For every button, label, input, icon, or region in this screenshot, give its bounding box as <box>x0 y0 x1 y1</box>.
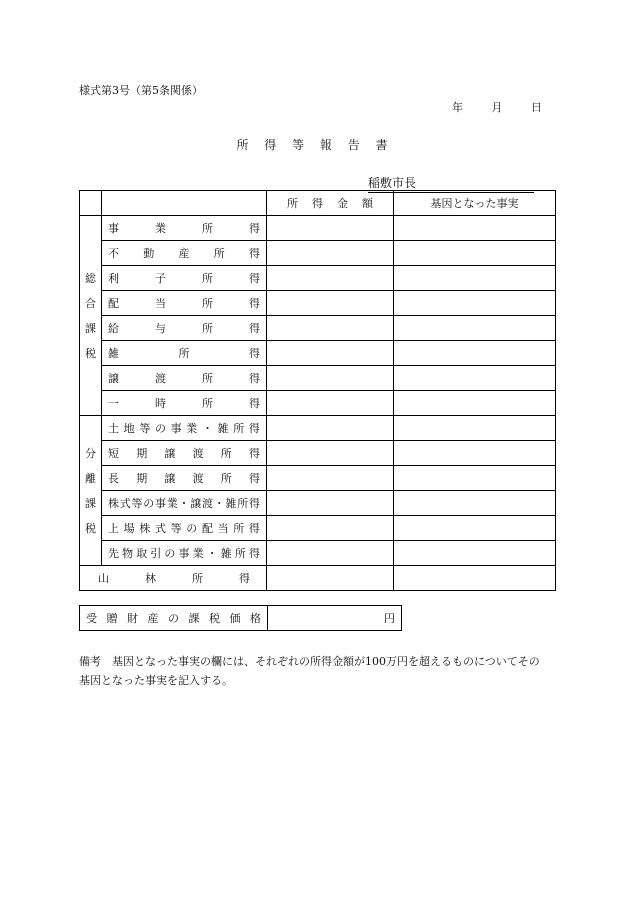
income-type-text: 一 時 所 得 <box>108 397 260 410</box>
income-type-label <box>102 416 267 441</box>
table-row <box>80 466 556 491</box>
basis-facts-field[interactable] <box>394 441 556 466</box>
income-type-text: 短 期 譲 渡 所 得 <box>108 447 260 460</box>
income-type-text: 利 子 所 得 <box>108 272 260 285</box>
month-label: 月 <box>491 101 503 114</box>
yen-unit: 円 <box>384 612 395 625</box>
table-row <box>80 391 556 416</box>
income-amount-field[interactable] <box>267 291 394 316</box>
income-type-text: 上 場 株 式 等 の 配 当 所 得 <box>108 522 260 535</box>
basis-facts-field[interactable] <box>394 541 556 566</box>
income-type-label <box>102 516 267 541</box>
income-type-label <box>102 541 267 566</box>
income-type-label <box>102 366 267 391</box>
income-type-label <box>102 291 267 316</box>
income-report-table <box>79 190 556 591</box>
corner-cell <box>80 191 102 216</box>
basis-facts-field[interactable] <box>394 316 556 341</box>
income-amount-field[interactable] <box>267 241 394 266</box>
date-line <box>452 99 542 115</box>
income-type-text: 土 地 等 の 事 業 ・ 雑 所 得 <box>108 422 260 435</box>
table-row <box>80 416 556 441</box>
income-amount-field[interactable] <box>267 391 394 416</box>
income-amount-header-text: 所 得 金 額 <box>287 197 373 210</box>
income-amount-field[interactable] <box>267 341 394 366</box>
comprehensive-taxation-label: 総 合 課 税 <box>80 216 102 416</box>
basis-facts-field[interactable] <box>394 366 556 391</box>
table-row <box>80 491 556 516</box>
income-amount-field[interactable] <box>267 316 394 341</box>
corner-cell-2 <box>102 191 267 216</box>
table-row <box>80 366 556 391</box>
income-amount-header <box>267 191 394 216</box>
table-row <box>80 291 556 316</box>
year-label: 年 <box>452 101 463 114</box>
income-amount-field[interactable] <box>267 491 394 516</box>
table-row <box>80 266 556 291</box>
income-amount-field[interactable] <box>267 266 394 291</box>
income-type-text: 配 当 所 得 <box>108 297 260 310</box>
basis-facts-field[interactable] <box>394 491 556 516</box>
gift-label-cell <box>80 606 268 631</box>
forestry-income-label <box>80 566 267 591</box>
basis-facts-field[interactable] <box>394 416 556 441</box>
table-row <box>80 566 556 591</box>
income-type-text: 不 動 産 所 得 <box>108 247 260 260</box>
table-row <box>80 541 556 566</box>
basis-facts-field[interactable] <box>394 266 556 291</box>
basis-facts-header: 基因となった事実 <box>394 191 556 216</box>
income-amount-field[interactable] <box>267 366 394 391</box>
income-amount-field[interactable] <box>267 516 394 541</box>
separate-taxation-label: 分 離 課 税 <box>80 416 102 566</box>
income-type-text: 譲 渡 所 得 <box>108 372 260 385</box>
note-text: 備考 基因となった事実の欄には、それぞれの所得金額が100万円を超えるものについてその基因となった事実を記入する。 <box>79 655 540 687</box>
income-amount-field[interactable] <box>267 541 394 566</box>
basis-facts-field[interactable] <box>394 241 556 266</box>
income-amount-field[interactable] <box>267 566 394 591</box>
basis-facts-field[interactable] <box>394 391 556 416</box>
addressee: 稲敷市長 <box>368 174 534 193</box>
income-type-label <box>102 341 267 366</box>
forestry-income-text: 山 林 所 得 <box>98 572 250 585</box>
basis-facts-field[interactable] <box>394 291 556 316</box>
table-row <box>80 441 556 466</box>
basis-facts-field[interactable] <box>394 566 556 591</box>
basis-facts-field[interactable] <box>394 516 556 541</box>
income-type-label <box>102 391 267 416</box>
income-type-text: 先 物 取 引 の 事 業 ・ 雑 所 得 <box>108 547 260 560</box>
income-type-label <box>102 216 267 241</box>
table-row <box>80 241 556 266</box>
basis-facts-field[interactable] <box>394 341 556 366</box>
income-amount-field[interactable] <box>267 216 394 241</box>
table-row <box>80 216 556 241</box>
income-type-label <box>102 491 267 516</box>
income-type-text: 事 業 所 得 <box>108 222 260 235</box>
income-type-label <box>102 441 267 466</box>
form-number: 様式第3号（第5条関係） <box>79 84 203 97</box>
basis-facts-field[interactable] <box>394 216 556 241</box>
income-type-label <box>102 241 267 266</box>
income-amount-field[interactable] <box>267 466 394 491</box>
income-type-text: 株 式 等 の 事 業 ・ 譲 渡 ・ 雑 所 得 <box>108 497 260 510</box>
gift-amount-field[interactable] <box>268 606 402 631</box>
table-row <box>80 516 556 541</box>
income-type-text: 長 期 譲 渡 所 得 <box>108 472 260 485</box>
page-title: 所 得 等 報 告 書 <box>236 138 394 152</box>
gift-tax-table <box>79 605 402 631</box>
income-amount-field[interactable] <box>267 441 394 466</box>
income-type-text: 雑 所 得 <box>108 347 260 360</box>
income-type-text: 給 与 所 得 <box>108 322 260 335</box>
table-row <box>80 341 556 366</box>
gift-label: 受 贈 財 産 の 課 税 価 格 <box>86 612 261 625</box>
income-amount-field[interactable] <box>267 416 394 441</box>
table-row <box>80 316 556 341</box>
income-type-label <box>102 266 267 291</box>
income-type-label <box>102 466 267 491</box>
income-type-label <box>102 316 267 341</box>
basis-facts-field[interactable] <box>394 466 556 491</box>
day-label: 日 <box>531 101 542 114</box>
header-row <box>80 191 556 216</box>
